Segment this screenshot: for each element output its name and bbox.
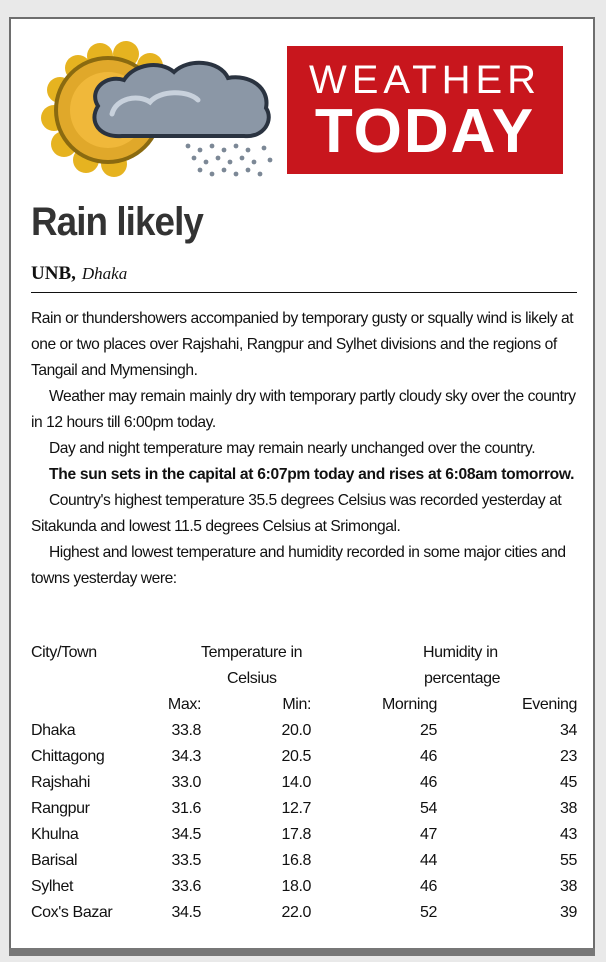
cell-city: Rangpur: [31, 800, 90, 817]
cell-morning: 46: [420, 774, 437, 791]
bottom-border: [9, 948, 595, 956]
cell-min: 18.0: [281, 878, 311, 895]
cell-evening: 34: [560, 722, 577, 739]
cell-evening: 39: [560, 904, 577, 921]
cell-morning: 47: [420, 826, 437, 843]
byline-place: Dhaka: [81, 264, 128, 283]
subheader-evening: Evening: [521, 696, 577, 713]
paragraph: Day and night temperature may remain nearly unchanged over the country.: [49, 440, 536, 457]
cell-city: Cox's Bazar: [31, 904, 113, 921]
cell-min: 12.7: [281, 800, 311, 817]
cell-evening: 55: [560, 852, 577, 869]
cell-max: 31.6: [171, 800, 201, 817]
table-row: [31, 822, 577, 848]
headline: Rain likely: [31, 200, 203, 244]
table-row: [31, 900, 577, 926]
cell-morning: 52: [420, 904, 437, 921]
cell-max: 34.5: [171, 904, 201, 921]
header-humidity-line2: percentage: [424, 670, 501, 687]
subheader-max: Max:: [167, 696, 201, 713]
table-subheader-row: [31, 692, 577, 718]
cell-min: 22.0: [281, 904, 311, 921]
paragraph: Highest and lowest temperature and humidity recorded in some major cities and towns yesterday were:: [31, 544, 566, 587]
weather-today-banner: [287, 46, 563, 174]
byline-divider: [31, 292, 577, 293]
paragraph: Weather may remain mainly dry with temporary partly cloudy sky over the country in 12 hours till 6:00pm today.: [31, 388, 576, 431]
cell-city: Barisal: [31, 852, 78, 869]
cell-min: 16.8: [281, 852, 311, 869]
cell-max: 34.5: [171, 826, 201, 843]
table-row: [31, 718, 577, 744]
cell-max: 33.5: [171, 852, 201, 869]
table-row: [31, 744, 577, 770]
cell-min: 20.5: [281, 748, 311, 765]
cell-max: 33.6: [171, 878, 201, 895]
subheader-min: Min:: [282, 696, 311, 713]
banner-line-today: TODAY: [314, 97, 536, 166]
article-body: [31, 306, 581, 592]
cell-max: 33.0: [171, 774, 201, 791]
cell-evening: 23: [560, 748, 577, 765]
header-city: City/Town: [31, 644, 97, 661]
cell-min: 14.0: [281, 774, 311, 791]
byline: [31, 263, 127, 285]
cell-city: Chittagong: [31, 748, 105, 765]
subheader-morning: Morning: [381, 696, 437, 713]
cell-evening: 43: [560, 826, 577, 843]
cell-evening: 38: [560, 800, 577, 817]
cell-evening: 45: [560, 774, 577, 791]
weather-illustration: [38, 28, 280, 178]
paragraph: Rain or thundershowers accompanied by temporary gusty or squally wind is likely at one or two places over Rajshahi, Rangpur and Sylhet divisions and the regions of Tangail and Mymensingh.: [31, 310, 574, 379]
cell-city: Rajshahi: [31, 774, 91, 791]
cell-morning: 25: [420, 722, 437, 739]
cell-min: 20.0: [281, 722, 311, 739]
cell-city: Dhaka: [31, 722, 76, 739]
cell-morning: 46: [420, 748, 437, 765]
cell-city: Sylhet: [31, 878, 74, 895]
header-temperature-line2: Celsius: [227, 670, 277, 687]
cell-morning: 54: [420, 800, 437, 817]
table-row: [31, 796, 577, 822]
cell-city: Khulna: [31, 826, 79, 843]
cell-morning: 46: [420, 878, 437, 895]
cell-max: 34.3: [171, 748, 201, 765]
header-humidity-line1: Humidity in: [423, 644, 498, 661]
table-row: [31, 770, 577, 796]
cell-evening: 38: [560, 878, 577, 895]
paragraph-sun-times: The sun sets in the capital at 6:07pm today and rises at 6:08am tomorrow.: [49, 466, 575, 483]
table-row: [31, 848, 577, 874]
cell-max: 33.8: [171, 722, 201, 739]
banner-line-weather: WEATHER: [308, 58, 542, 102]
header-temperature-line1: Temperature in: [201, 644, 303, 661]
byline-agency: UNB,: [31, 263, 76, 284]
cell-min: 17.8: [281, 826, 311, 843]
cell-morning: 44: [420, 852, 437, 869]
table-row: [31, 874, 577, 900]
paragraph: Country's highest temperature 35.5 degrees Celsius was recorded yesterday at Sitakunda and lowest 11.5 degrees Celsius at Srimongal.: [31, 492, 562, 535]
